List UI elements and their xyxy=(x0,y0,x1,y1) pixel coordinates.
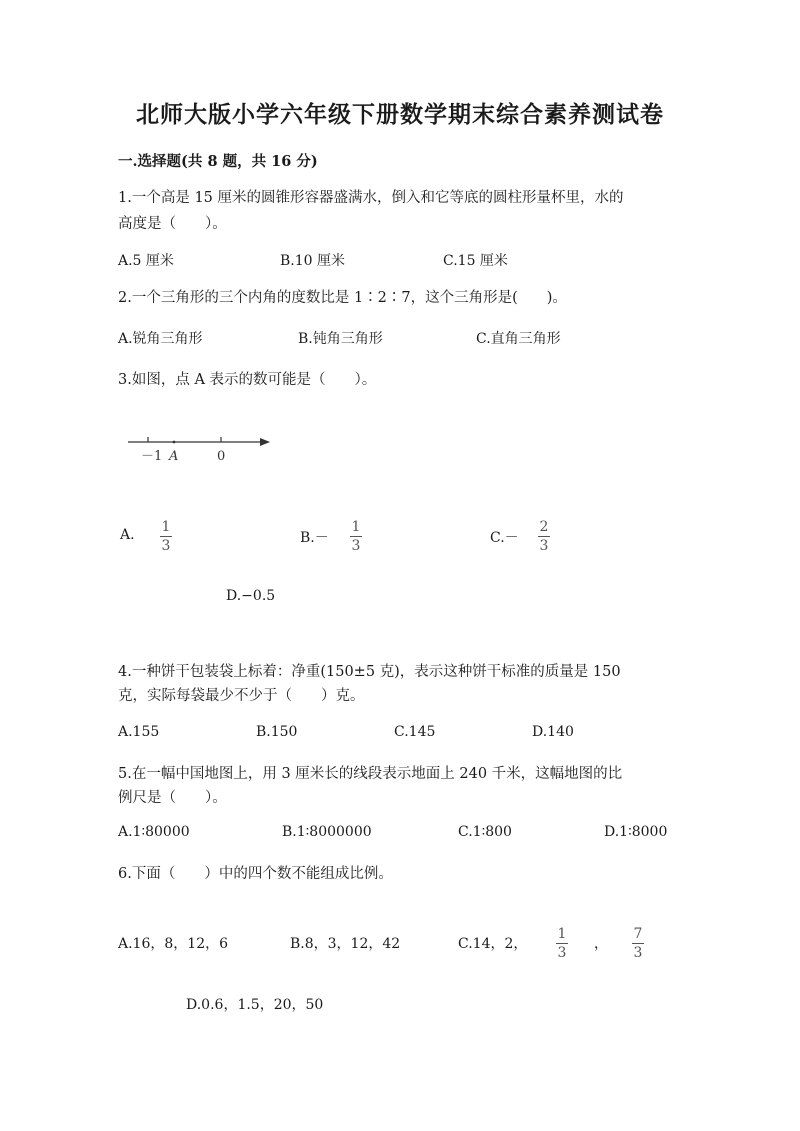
fraction-denominator: 3 xyxy=(633,945,643,961)
q4-option-d: D.140 xyxy=(532,724,574,740)
number-line-arrow xyxy=(260,438,270,446)
question-1-line-1: 1.一个高是 15 厘米的圆锥形容器盛满水，倒入和它等底的圆柱形量杯里，水的 xyxy=(118,190,624,206)
q3-option-b-label: B.－ xyxy=(300,530,329,546)
question-4-line-1: 4.一种饼干包装袋上标着：净重(150±5 克)，表示这种饼干标准的质量是 150 xyxy=(118,664,621,680)
fraction-denominator: 3 xyxy=(539,538,549,554)
point-a-mark xyxy=(173,441,176,444)
fraction-denominator: 3 xyxy=(161,538,171,554)
section-heading-choice: 一.选择题(共 8 题，共 16 分) xyxy=(118,153,318,170)
label-minus-one: －1 xyxy=(141,449,163,464)
fraction-denominator: 3 xyxy=(557,945,567,961)
q6-option-a: A.16，8，12，6 xyxy=(118,936,229,952)
q4-option-c: C.145 xyxy=(394,724,436,740)
q6-option-c-prefix: C.14，2， xyxy=(458,936,528,952)
question-1-line-2: 高度是（ ）。 xyxy=(118,216,227,232)
q5-option-d: D.1∶8000 xyxy=(604,824,668,840)
q6-option-b: B.8，3，12，42 xyxy=(290,936,401,952)
fraction-numerator: 7 xyxy=(633,926,643,942)
fraction-bar xyxy=(538,536,550,537)
q1-option-a: A.5 厘米 xyxy=(118,253,174,269)
fraction-bar xyxy=(160,536,172,537)
fraction-denominator: 3 xyxy=(351,538,361,554)
fraction-bar xyxy=(632,943,644,944)
question-3: 3.如图，点 A 表示的数可能是（ ）。 xyxy=(118,372,377,388)
q3-option-c-fraction xyxy=(538,520,550,553)
q5-option-b: B.1∶8000000 xyxy=(282,824,372,840)
fraction-numerator: 1 xyxy=(351,519,361,535)
label-point-a: A xyxy=(169,449,179,464)
q3-option-b-fraction xyxy=(350,520,362,553)
q5-option-c: C.1∶800 xyxy=(458,824,512,840)
q3-option-c-label: C.－ xyxy=(490,530,519,546)
question-2: 2.一个三角形的三个内角的度数比是 1∶2∶7，这个三角形是( )。 xyxy=(118,290,567,306)
q5-option-a: A.1∶80000 xyxy=(118,824,190,840)
q6-option-c-fraction-2 xyxy=(632,927,644,960)
q6-option-c-separator: ， xyxy=(594,936,608,952)
question-5-line-1: 5.在一幅中国地图上，用 3 厘米长的线段表示地面上 240 千米，这幅地图的比 xyxy=(118,766,623,782)
question-6: 6.下面（ ）中的四个数不能组成比例。 xyxy=(118,866,393,882)
fraction-numerator: 1 xyxy=(161,519,171,535)
fraction-bar xyxy=(556,943,568,944)
q4-option-a: A.155 xyxy=(118,724,160,740)
number-line-figure xyxy=(124,432,274,468)
q2-option-a: A.锐角三角形 xyxy=(118,331,203,347)
fraction-bar xyxy=(350,536,362,537)
q2-option-c: C.直角三角形 xyxy=(476,331,561,347)
page-title: 北师大版小学六年级下册数学期末综合素养测试卷 xyxy=(136,101,664,128)
label-zero: 0 xyxy=(217,449,226,464)
question-4-line-2: 克，实际每袋最少不少于（ ）克。 xyxy=(118,688,365,704)
fraction-numerator: 2 xyxy=(539,519,549,535)
q1-option-b: B.10 厘米 xyxy=(280,253,346,269)
q6-option-c-fraction-1 xyxy=(556,927,568,960)
q6-option-d: D.0.6，1.5，20，50 xyxy=(186,997,324,1013)
fraction-numerator: 1 xyxy=(557,926,567,942)
q3-option-a-label: A. xyxy=(120,527,135,543)
question-5-line-2: 例尺是（ ）。 xyxy=(118,790,227,806)
q2-option-b: B.钝角三角形 xyxy=(298,331,383,347)
q3-option-d: D.−0.5 xyxy=(226,588,276,604)
q1-option-c: C.15 厘米 xyxy=(443,253,508,269)
q3-option-a-fraction xyxy=(160,520,172,553)
q4-option-b: B.150 xyxy=(256,724,298,740)
